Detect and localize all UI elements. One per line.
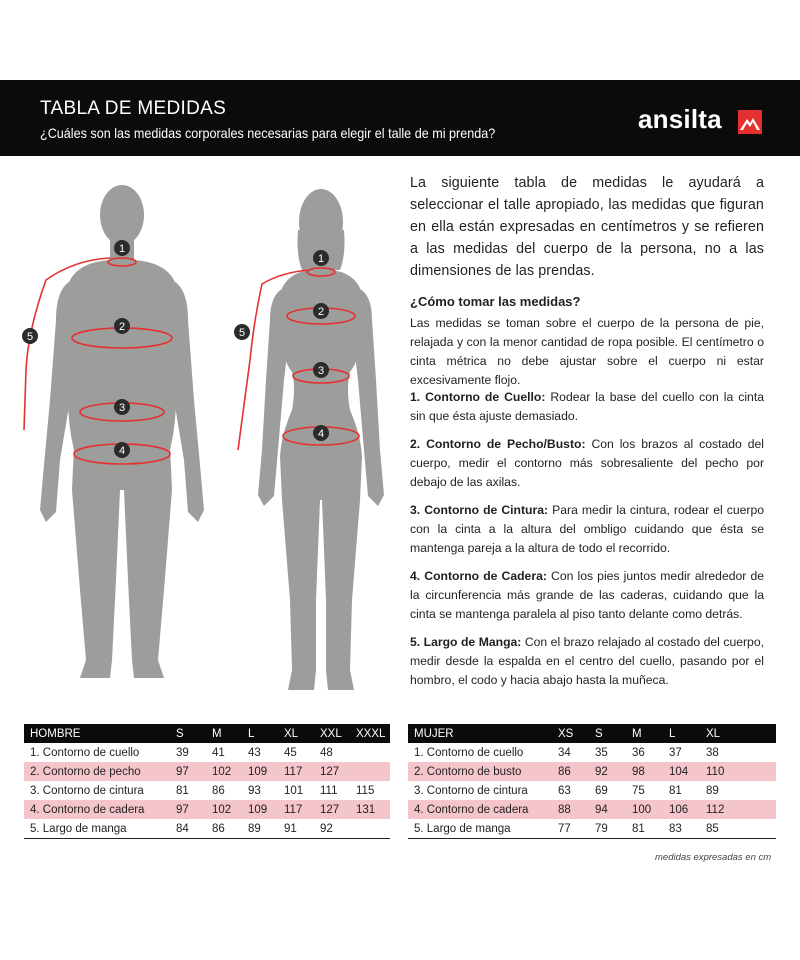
table-header-cell: M — [212, 727, 222, 740]
table-cell: 109 — [248, 803, 268, 816]
table-cell: 35 — [595, 746, 608, 759]
table-header-row — [24, 724, 390, 743]
table-cell: 101 — [284, 784, 304, 797]
male-marker-4 — [114, 442, 130, 458]
male-marker-2 — [114, 318, 130, 334]
male-marker-1 — [114, 240, 130, 256]
table-cell: 127 — [320, 803, 340, 816]
measurement-steps — [410, 388, 764, 699]
table-cell: 2. Contorno de busto — [414, 765, 522, 778]
table-cell: 109 — [248, 765, 268, 778]
table-header-cell: XL — [706, 727, 721, 740]
female-marker-4 — [313, 425, 329, 441]
table-cell: 2. Contorno de pecho — [30, 765, 141, 778]
table-cell: 4. Contorno de cadera — [414, 803, 529, 816]
svg-text:5: 5 — [26, 331, 34, 343]
step-chest: 2. Contorno de Pecho/Busto: Con los brazos al costado del cuerpo, medir el contorno más sobresaliente del pecho por debajo de las axilas. — [410, 437, 764, 489]
size-table-hombre — [24, 724, 390, 839]
svg-text:1: 1 — [317, 253, 325, 265]
mountain-logo-icon — [738, 110, 762, 134]
table-row — [408, 819, 776, 838]
table-row — [408, 800, 776, 819]
table-row — [408, 762, 776, 781]
table-cell: 81 — [176, 784, 189, 797]
female-marker-1 — [313, 250, 329, 266]
table-row — [24, 762, 390, 781]
table-row — [24, 743, 390, 762]
step-hip: 4. Contorno de Cadera: Con los pies juntos medir alrededor de la circunferencia más grande de las caderas, cuidando que la cinta se mantenga paralela al piso tanto delante como detrás. — [410, 569, 764, 621]
table-cell: 110 — [706, 765, 725, 778]
table-cell: 91 — [284, 822, 297, 835]
female-marker-3 — [313, 362, 329, 378]
table-cell: 97 — [176, 803, 189, 816]
female-marker-2 — [313, 303, 329, 319]
table-cell: 94 — [595, 803, 608, 816]
brand-logo-text: ansilta — [638, 104, 722, 134]
howto-paragraph: Las medidas se toman sobre el cuerpo de la persona de pie, relajada y con la menor cantidad de ropa posible. El centímetro o cinta métrica no debe ajustar sobre el cuerpo ni estar excesivamente flojo. — [410, 316, 764, 387]
table-cell: 92 — [595, 765, 608, 778]
table-cell: 81 — [632, 822, 645, 835]
table-cell: 111 — [320, 784, 338, 797]
step-neck: 1. Contorno de Cuello: Rodear la base del cuello con la cinta sin que ésta ajuste demasiado. — [410, 390, 764, 423]
table-cell: 83 — [669, 822, 682, 835]
svg-text:2: 2 — [118, 321, 126, 333]
table-cell: 93 — [248, 784, 261, 797]
header-banner — [0, 80, 800, 156]
table-cell: 3. Contorno de cintura — [414, 784, 528, 797]
body-figures-illustration — [0, 160, 400, 710]
table-cell: 75 — [632, 784, 645, 797]
male-marker-5 — [22, 328, 38, 344]
table-cell: 37 — [669, 746, 682, 759]
table-cell: 100 — [632, 803, 652, 816]
step-sleeve: 5. Largo de Manga: Con el brazo relajado al costado del cuerpo, medir desde la espalda en el centro del cuello, pasando por el hombro, el codo y hacia abajo hasta la muñeca. — [410, 635, 765, 687]
size-table-mujer — [408, 724, 776, 839]
table-cell: 81 — [669, 784, 682, 797]
table-cell: 89 — [706, 784, 719, 797]
svg-text:3: 3 — [118, 402, 126, 414]
svg-text:4: 4 — [317, 428, 325, 440]
units-footnote: medidas expresadas en cm — [655, 852, 772, 863]
table-row — [24, 800, 390, 819]
page-title: TABLA DE MEDIDAS — [40, 98, 227, 119]
table-cell: 36 — [632, 746, 645, 759]
table-header-cell: M — [632, 727, 642, 740]
table-cell: 1. Contorno de cuello — [414, 746, 524, 759]
table-header-cell: XXXL — [356, 727, 386, 740]
table-header-row — [408, 724, 776, 743]
table-header-cell: L — [669, 727, 676, 740]
table-cell: 34 — [558, 746, 571, 759]
table-cell: 97 — [176, 765, 189, 778]
svg-text:3: 3 — [317, 365, 325, 377]
table-cell: 117 — [284, 803, 303, 816]
table-row — [408, 781, 776, 800]
table-cell: 3. Contorno de cintura — [30, 784, 144, 797]
table-cell: 88 — [558, 803, 571, 816]
table-row — [408, 743, 776, 762]
table-header-cell: XS — [558, 727, 574, 740]
svg-text:4: 4 — [118, 445, 126, 457]
table-cell: 92 — [320, 822, 333, 835]
table-cell: 127 — [320, 765, 340, 778]
table-header-cell: MUJER — [414, 727, 454, 740]
table-cell: 86 — [212, 784, 225, 797]
howto-heading: ¿Cómo tomar las medidas? — [410, 294, 581, 309]
table-row — [24, 781, 390, 800]
table-header-cell: XXL — [320, 727, 342, 740]
table-cell: 102 — [212, 765, 232, 778]
table-cell: 102 — [212, 803, 232, 816]
table-cell: 98 — [632, 765, 645, 778]
table-cell: 69 — [595, 784, 608, 797]
table-cell: 86 — [558, 765, 571, 778]
page-subtitle: ¿Cuáles son las medidas corporales necesarias para elegir el talle de mi prenda? — [40, 125, 496, 141]
svg-text:1: 1 — [118, 243, 126, 255]
table-header-cell: L — [248, 727, 255, 740]
table-cell: 89 — [248, 822, 261, 835]
table-cell: 5. Largo de manga — [414, 822, 511, 835]
intro-paragraph: La siguiente tabla de medidas le ayudará a seleccionar el talle apropiado, las medidas que figuran en ella están expresadas en centímetros y se refieren a las medidas del cuerpo de la persona, no a las dimensiones de las prendas. — [410, 175, 764, 279]
table-cell: 63 — [558, 784, 571, 797]
table-cell: 106 — [669, 803, 689, 816]
female-marker-5 — [234, 324, 250, 340]
svg-text:2: 2 — [317, 306, 325, 318]
table-cell: 4. Contorno de cadera — [30, 803, 145, 816]
table-cell: 104 — [669, 765, 689, 778]
svg-text:5: 5 — [238, 327, 246, 339]
table-cell: 38 — [706, 746, 719, 759]
table-cell: 41 — [212, 746, 225, 759]
male-marker-3 — [114, 399, 130, 415]
table-cell: 117 — [284, 765, 303, 778]
table-header-cell: XL — [284, 727, 299, 740]
table-header-cell: S — [595, 727, 603, 740]
table-cell: 39 — [176, 746, 189, 759]
table-cell: 79 — [595, 822, 608, 835]
table-cell: 85 — [706, 822, 719, 835]
table-cell: 86 — [212, 822, 225, 835]
table-row — [24, 819, 390, 838]
table-cell: 115 — [356, 784, 375, 797]
table-cell: 84 — [176, 822, 189, 835]
table-header-cell: S — [176, 727, 184, 740]
table-cell: 131 — [356, 803, 376, 816]
table-header-cell: HOMBRE — [30, 727, 81, 740]
table-cell: 77 — [558, 822, 571, 835]
table-cell: 45 — [284, 746, 297, 759]
table-cell: 1. Contorno de cuello — [30, 746, 140, 759]
table-cell: 5. Largo de manga — [30, 822, 127, 835]
table-cell: 112 — [706, 803, 725, 816]
male-silhouette — [40, 185, 204, 678]
step-waist: 3. Contorno de Cintura: Para medir la cintura, rodear el cuerpo con la cinta a la altura del ombligo cuidando que ésta se mantenga pareja a la altura de todo el recorrido. — [410, 503, 764, 555]
table-cell: 43 — [248, 746, 261, 759]
table-cell: 48 — [320, 746, 333, 759]
